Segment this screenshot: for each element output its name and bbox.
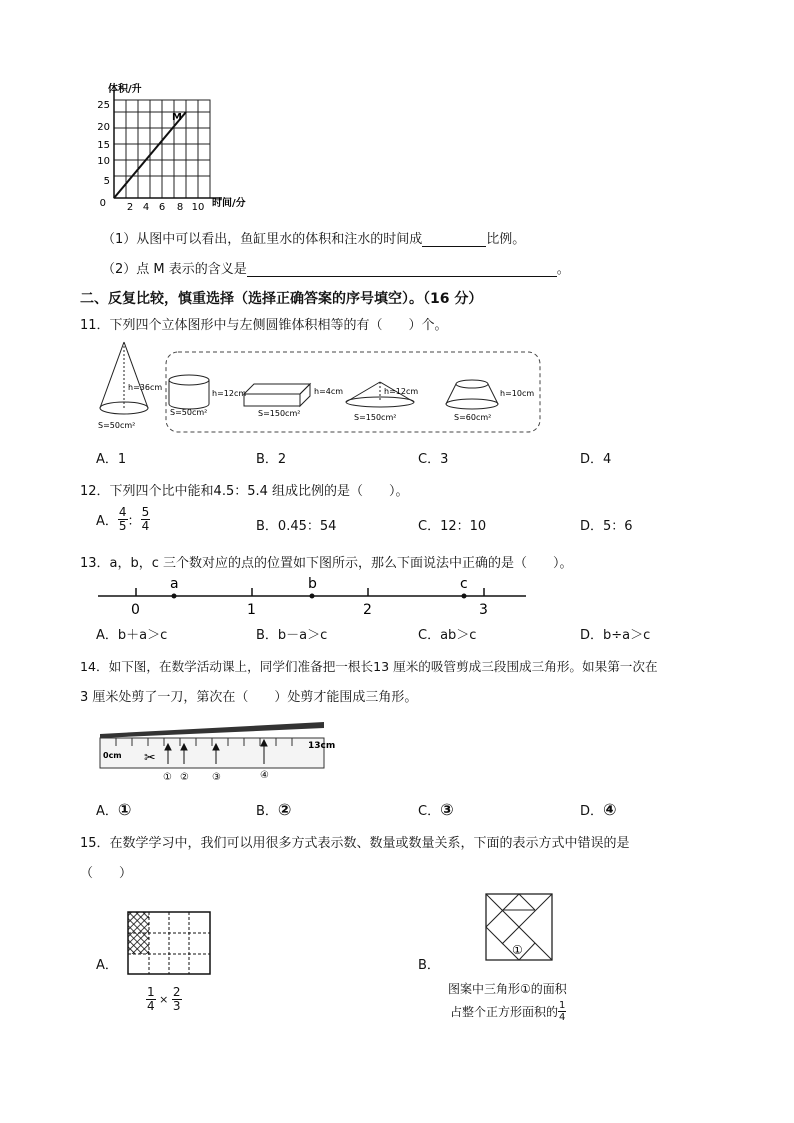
q12-a-prefix: A． (96, 514, 118, 529)
q14-option-b[interactable]: B．② (256, 800, 292, 819)
tick-label-0: 0 (131, 602, 140, 618)
q11-stem: 11．下列四个立体图形中与左侧圆锥体积相等的有（ ）个。 (80, 318, 448, 333)
q15-option-a[interactable]: A． (96, 958, 118, 973)
q11-option-d[interactable]: D．4 (580, 452, 612, 467)
tick-label-3: 3 (479, 602, 488, 618)
q15-b-caption-2: 占整个正方形面积的 $\frac{1}{4}$ (450, 1000, 566, 1023)
q14-ruler-figure (96, 716, 336, 788)
q14-stem-line2: 3 厘米处剪了一刀，第次在（ ）处剪才能围成三角形。 (80, 690, 418, 705)
y-tick: 10 (97, 156, 110, 167)
point-b (310, 594, 315, 599)
q10-part2-end: 。 (556, 262, 570, 277)
cone-height: h=36cm (128, 383, 163, 392)
x-tick: 10 (191, 202, 205, 213)
cylinder-height: h=12cm (212, 389, 247, 398)
cylinder-shape (169, 375, 209, 409)
q13-option-b[interactable]: B．b－a＞c (256, 628, 328, 643)
circle-4-mark: ④ (603, 800, 617, 819)
cylinder-area: S=50cm² (170, 408, 208, 417)
circle-1-mark: ① (117, 800, 132, 819)
q13-stem: 13．a，b，c 三个数对应的点的位置如下图所示，那么下面说法中正确的是（ ）。 (80, 556, 573, 571)
q15-b-tangram (484, 892, 554, 962)
mark-2: ② (180, 772, 189, 783)
q10-blank-2[interactable] (247, 262, 557, 277)
q12-stem: 12．下列四个比中能和4.5：5.4 组成比例的是（ ）。 (80, 484, 409, 499)
q15-a-frac-1: $\frac{1}{4}$ (147, 985, 155, 1013)
frustum-shape (446, 380, 498, 409)
graph-point-m: M (172, 112, 182, 123)
q15-paren: （ ） (80, 866, 133, 881)
q11-option-b[interactable]: B．2 (256, 452, 287, 467)
q10-part1-text: （1）从图中可以看出，鱼缸里水的体积和注水的时间成 (102, 232, 423, 247)
q14-option-a[interactable]: A．① (96, 800, 132, 819)
q13-number-line (96, 574, 530, 618)
q14-option-c[interactable]: C．③ (418, 800, 454, 819)
cuboid-shape (244, 384, 310, 406)
scissors-icon: ✂ (144, 750, 156, 766)
straw (100, 722, 324, 738)
q12-a-sep: ： (127, 514, 141, 529)
cuboid-height: h=4cm (314, 387, 344, 396)
q12-option-b[interactable]: B．0.45：54 (256, 519, 337, 534)
q12-a-fraction-1: $\frac{4}{5}$ (118, 505, 127, 533)
triangle-1-mark: ① (512, 943, 523, 957)
q10-blank-1[interactable] (422, 232, 486, 247)
q12-a-fraction-2: $\frac{5}{4}$ (141, 505, 150, 533)
q13-option-a[interactable]: A．b＋a＞c (96, 628, 168, 643)
mark-4: ④ (260, 770, 269, 781)
q15-a-times: × (159, 993, 169, 1006)
mark-1: ① (163, 772, 172, 783)
wide-cone-height: h=12cm (384, 387, 419, 396)
y-tick: 15 (97, 140, 110, 151)
label-a: a (170, 576, 179, 592)
graph-y-label: 体积/升 (108, 84, 142, 95)
q15-a-grid (126, 910, 212, 976)
ruler-start: 0cm (103, 751, 122, 760)
cone-shape (100, 342, 148, 414)
graph-y-ticks (97, 100, 110, 209)
q15-b-caption-1: 图案中三角形①的面积 (448, 982, 567, 996)
x-tick: 4 (142, 202, 150, 213)
q15-option-b[interactable]: B． (418, 958, 440, 973)
x-tick: 6 (158, 202, 166, 213)
q11-figure (92, 338, 544, 434)
q14-stem-line1: 14．如下图，在数学活动课上，同学们准备把一根长13 厘米的吸管剪成三段围成三角形。如果第一次在 (80, 659, 658, 674)
mark-3: ③ (212, 772, 221, 783)
x-tick: 2 (126, 202, 134, 213)
point-a (172, 594, 177, 599)
q15-b-frac: $\frac{1}{4}$ (559, 1000, 566, 1023)
cuboid-area: S=150cm² (258, 409, 301, 418)
circle-3-mark: ③ (440, 800, 454, 819)
circle-2-mark: ② (277, 800, 292, 819)
q13-option-c[interactable]: C．ab＞c (418, 628, 477, 643)
q12-option-c[interactable]: C．12：10 (418, 519, 487, 534)
q12-option-a[interactable] (96, 506, 150, 533)
cone-area: S=50cm² (98, 421, 136, 430)
section-2-title: 二、反复比较，慎重选择（选择正确答案的序号填空）。（16 分） (80, 291, 483, 307)
graph-x-ticks (127, 202, 205, 213)
q10-part2-text: （2）点 M 表示的含义是 (102, 262, 247, 277)
label-c: c (460, 576, 468, 592)
tick-label-2: 2 (363, 602, 372, 618)
q13-option-d[interactable]: D．b÷a＞c (580, 628, 651, 643)
label-b: b (308, 576, 317, 592)
wide-cone-area: S=150cm² (354, 413, 397, 422)
q15-a-frac-2: $\frac{2}{3}$ (172, 985, 181, 1013)
y-tick: 0 (99, 198, 106, 209)
y-tick: 25 (97, 100, 110, 111)
q15-a-expression (146, 986, 182, 1013)
q10-part2 (102, 258, 570, 277)
q11-option-a[interactable]: A．1 (96, 452, 127, 467)
q14-option-d[interactable]: D．④ (580, 800, 617, 819)
graph-x-label: 时间/分 (212, 198, 246, 209)
x-tick: 8 (176, 202, 184, 213)
q10-part1-end: 比例。 (486, 232, 526, 247)
volume-time-graph (92, 82, 292, 214)
q10-part1 (102, 228, 525, 247)
frustum-area: S=60cm² (454, 413, 492, 422)
q11-option-c[interactable]: C．3 (418, 452, 449, 467)
ruler-end: 13cm (308, 741, 336, 751)
q12-option-d[interactable]: D．5：6 (580, 519, 633, 534)
q15-stem: 15．在数学学习中，我们可以用很多方式表示数、数量或数量关系，下面的表示方式中错误的是 (80, 836, 630, 851)
point-c (462, 594, 467, 599)
y-tick: 5 (103, 176, 110, 187)
graph-grid (114, 100, 210, 198)
frustum-height: h=10cm (500, 389, 535, 398)
tick-label-1: 1 (247, 602, 256, 618)
y-tick: 20 (97, 122, 110, 133)
